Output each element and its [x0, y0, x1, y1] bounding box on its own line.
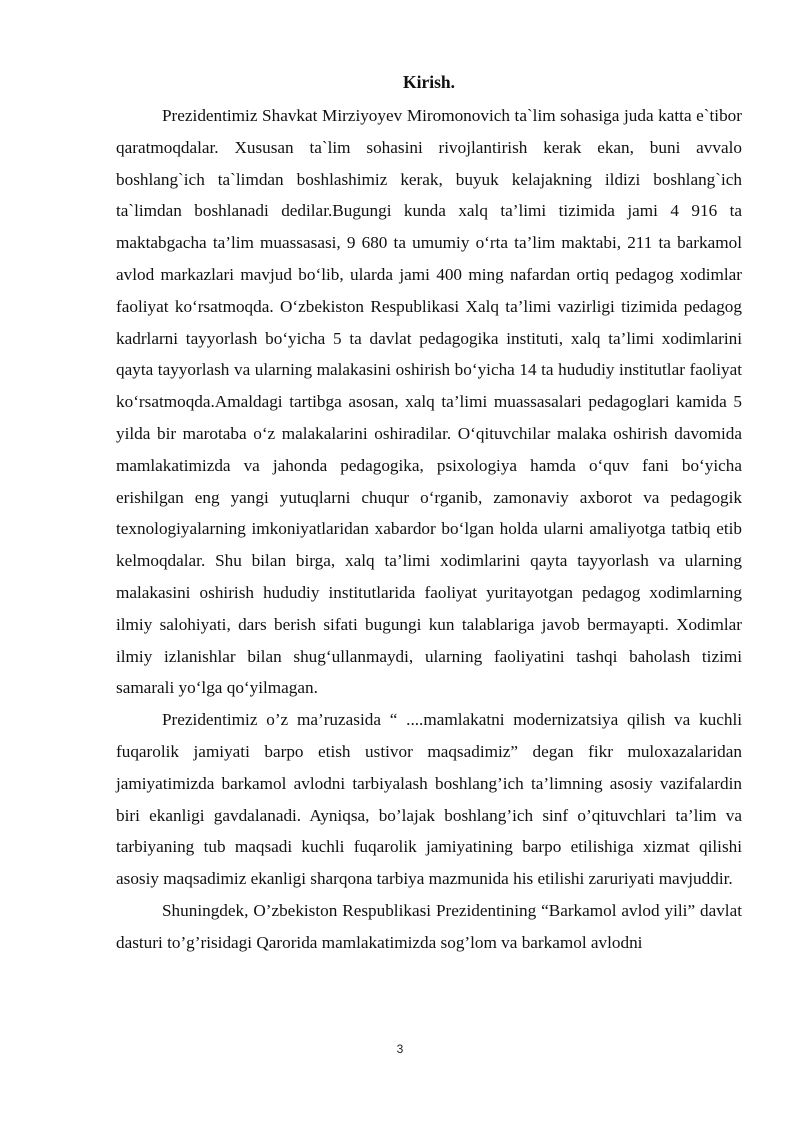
document-page [116, 70, 742, 959]
paragraph-1: Prezidentimiz Shavkat Mirziyoyev Miromonovich ta`lim sohasiga juda katta e`tibor qaratmoqdalar. Xususan ta`lim sohasini rivojlantirish kerak ekan, buni avvalo boshlang`ich ta`limdan boshlashimiz kerak, buyuk kelajakning ildizi boshlang`ich ta`limdan boshlanadi dedilar.Bugungi kunda xalq ta’limi tizimida jami 4 916 ta maktabgacha ta’lim muassasasi, 9 680 ta umumiy o‘rta ta’lim maktabi, 211 ta barkamol avlod markazlari mavjud bo‘lib, ularda jami 400 ming nafardan ortiq pedagog xodimlar faoliyat ko‘rsatmoqda. O‘zbekiston Respublikasi Xalq ta’limi vazirligi tizimida pedagog kadrlarni tayyorlash bo‘yicha 5 ta davlat pedagogika instituti, xalq ta’limi xodimlarini qayta tayyorlash va ularning malakasini oshirish bo‘yicha 14 ta hududiy institutlar faoliyat ko‘rsatmoqda.Amaldagi tartibga asosan, xalq ta’limi muassasalari pedagoglari kamida 5 yilda bir marotaba o‘z malakalarini oshiradilar. O‘qituvchilar malaka oshirish davomida mamlakatimizda va jahonda pedagogika, psixologiya hamda o‘quv fani bo‘yicha erishilgan eng yangi yutuqlarni chuqur o‘rganib, zamonaviy axborot va pedagogik texnologiyalarning imkoniyatlaridan xabardor bo‘lgan holda ularni amaliyotga tatbiq etib kelmoqdalar. Shu bilan birga, xalq ta’limi xodimlarini qayta tayyorlash va ularning malakasini oshirish hududiy institutlarida faoliyat yuritayotgan pedagog xodimlarning ilmiy salohiyati, dars berish sifati bugungi kun talablariga javob bermayapti. Xodimlar ilmiy izlanishlar bilan shug‘ullanmaydi, ularning faoliyatini tashqi baholash tizimi samarali yo‘lga qo‘yilmagan. [116, 106, 742, 698]
page-number: 3 [396, 1042, 404, 1056]
document-title: Kirish. [402, 72, 456, 92]
paragraph-2: Prezidentimiz o’z ma’ruzasida “ ....mamlakatni modernizatsiya qilish va kuchli fuqarolik jamiyati barpo etish ustivor maqsadimiz” degan fikr muloxazalaridan jamiyatimizda barkamol avlodni tarbiyalash boshlang’ich ta’limning asosiy vazifalardin biri ekanligi gavdalanadi. Ayniqsa, bo’lajak boshlang’ich sinf o’qituvchlari ta’lim va tarbiyaning tub maqsadi kuchli fuqarolik jamiyatining barpo etilishiga xizmat qilishi asosiy maqsadimiz ekanligi sharqona tarbiya mazmunida his etilishi zaruriyati mavjuddir. [116, 710, 742, 889]
paragraph-3: Shuningdek, O’zbekiston Respublikasi Prezidentining “Barkamol avlod yili” davlat dasturi to’g’risidagi Qarorida mamlakatimizda sog’lom va barkamol avlodni [116, 900, 742, 952]
